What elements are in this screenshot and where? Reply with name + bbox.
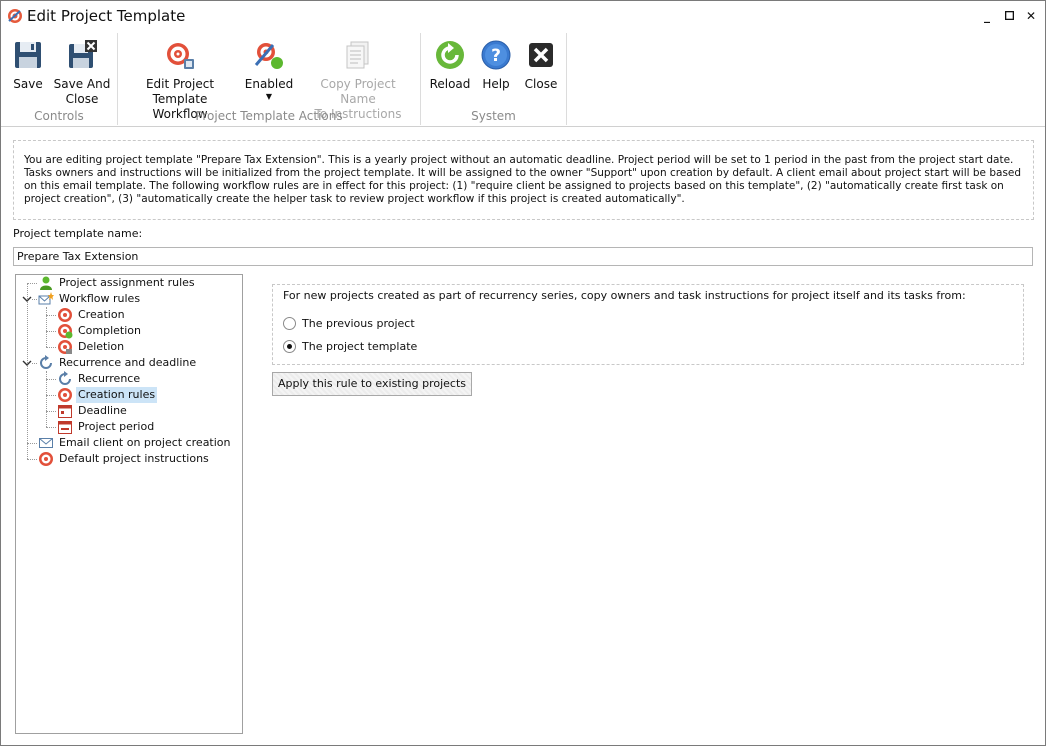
help-label: Help xyxy=(482,77,510,91)
target-icon xyxy=(57,307,73,323)
group-label-controls: Controls xyxy=(34,109,84,123)
workflow-envelope-icon xyxy=(38,291,54,307)
tree-connector xyxy=(46,395,56,396)
tree-item-label: Completion xyxy=(78,324,142,337)
edit-workflow-label-1: Edit Project xyxy=(145,77,215,91)
edit-workflow-label-2: Template Workflow xyxy=(152,92,208,121)
tree-connector xyxy=(46,411,56,412)
tree-connector xyxy=(27,443,37,444)
tree-item-label: Recurrence and deadline xyxy=(59,356,197,369)
reload-button[interactable] xyxy=(429,39,471,92)
tree-item-label: Project assignment rules xyxy=(59,276,195,289)
copy-name-label-1: Copy Project Name xyxy=(320,77,396,106)
target-icon xyxy=(38,451,54,467)
ribbon-group-system xyxy=(421,33,567,125)
tree-connector xyxy=(46,331,56,332)
ribbon-group-template-actions xyxy=(118,33,421,125)
floppy-disk-icon xyxy=(12,39,44,71)
template-summary-text: You are editing project template "Prepare Tax Extension". This is a yearly project without an automatic deadline. Project period will be set to 1 period in the past from the project start date. Tasks owners and instructions will be initialized from the project template. It will be assigned to the owner "Support" upon creation by default. A client email about project start will be based on this email template. The following workflow rules are in effect for this project: (1) "require client be assigned to projects based on this template", (2) "automatically create first task on project creation", (3) "automatically create the helper task to review project workflow if this project is created automatically". xyxy=(24,154,1022,205)
chevron-down-icon[interactable] xyxy=(22,358,32,368)
help-button[interactable] xyxy=(477,39,515,92)
tree-connector xyxy=(32,299,37,300)
group-label-system: System xyxy=(471,109,516,123)
copy-name-label-2: To Instructions xyxy=(314,107,402,121)
tree-connector xyxy=(46,347,56,348)
save-and-close-label-2: Close xyxy=(65,92,99,106)
tree-item-label: Default project instructions xyxy=(59,452,209,465)
maximize-icon xyxy=(1005,11,1014,20)
tree-item-label: Creation xyxy=(78,308,125,321)
tree-item-label: Deadline xyxy=(78,404,127,417)
tree-connector xyxy=(46,315,56,316)
chevron-down-icon: ▼ xyxy=(265,92,273,101)
recurrence-icon xyxy=(57,371,73,387)
chevron-down-icon[interactable] xyxy=(22,294,32,304)
target-icon xyxy=(57,339,73,355)
save-close-icon xyxy=(66,39,98,71)
recurrence-icon xyxy=(38,355,54,371)
creation-rule-panel xyxy=(272,284,1024,365)
window-close-button[interactable]: ✕ xyxy=(1025,9,1037,23)
calendar-icon xyxy=(57,419,73,435)
template-name-input[interactable] xyxy=(13,247,1033,266)
tree-item-label: Project period xyxy=(78,420,155,433)
copy-document-icon xyxy=(342,39,374,71)
close-icon xyxy=(525,39,557,71)
tree-connector xyxy=(32,363,37,364)
title-bar xyxy=(1,1,1045,31)
template-summary-box xyxy=(13,140,1034,220)
enabled-dropdown-button[interactable] xyxy=(244,39,294,102)
tree-connector xyxy=(46,379,56,380)
enabled-label: Enabled xyxy=(244,77,294,91)
option-label: The previous project xyxy=(302,317,415,330)
tree-connector xyxy=(27,283,28,459)
tree-connector xyxy=(27,459,37,460)
app-icon xyxy=(7,8,23,24)
save-and-close-label-1: Save And xyxy=(53,77,111,91)
workflow-target-icon xyxy=(164,39,196,71)
tree-connector xyxy=(46,307,47,347)
save-and-close-button[interactable] xyxy=(53,39,111,107)
person-icon xyxy=(38,275,54,291)
template-name-label: Project template name: xyxy=(13,227,143,240)
calendar-icon xyxy=(57,403,73,419)
apply-rule-button[interactable]: Apply this rule to existing projects xyxy=(272,372,472,396)
reload-icon xyxy=(434,39,466,71)
tree-item-label: Email client on project creation xyxy=(59,436,231,449)
option-label: The project template xyxy=(302,340,418,353)
enabled-rule-icon xyxy=(253,39,285,71)
envelope-icon xyxy=(38,435,54,451)
ribbon-toolbar xyxy=(1,31,1045,127)
tree-item-label: Creation rules xyxy=(78,388,156,401)
ribbon-group-controls xyxy=(1,33,118,125)
rules-tree xyxy=(15,274,243,734)
radio-project-template[interactable] xyxy=(283,340,296,353)
group-label-template-actions: Project Template Actions xyxy=(195,109,343,123)
save-button[interactable] xyxy=(9,39,47,92)
tree-item-label: Workflow rules xyxy=(59,292,141,305)
target-icon xyxy=(57,387,73,403)
help-icon xyxy=(480,39,512,71)
radio-previous-project[interactable] xyxy=(283,317,296,330)
tree-item-label: Deletion xyxy=(78,340,125,353)
close-label: Close xyxy=(524,77,558,91)
minimize-button[interactable]: _ xyxy=(984,9,990,23)
tree-item-label: Recurrence xyxy=(78,372,141,385)
rule-description: For new projects created as part of recurrency series, copy owners and task instructions for project itself and its tasks from: xyxy=(283,289,966,302)
svg-text:?: ? xyxy=(491,46,501,66)
tree-connector xyxy=(46,427,56,428)
save-label: Save xyxy=(13,77,43,91)
reload-label: Reload xyxy=(429,77,471,91)
maximize-button[interactable] xyxy=(999,7,1019,25)
target-icon xyxy=(57,323,73,339)
tree-connector xyxy=(27,283,37,284)
window-title: Edit Project Template xyxy=(27,7,186,25)
close-button[interactable] xyxy=(521,39,561,92)
